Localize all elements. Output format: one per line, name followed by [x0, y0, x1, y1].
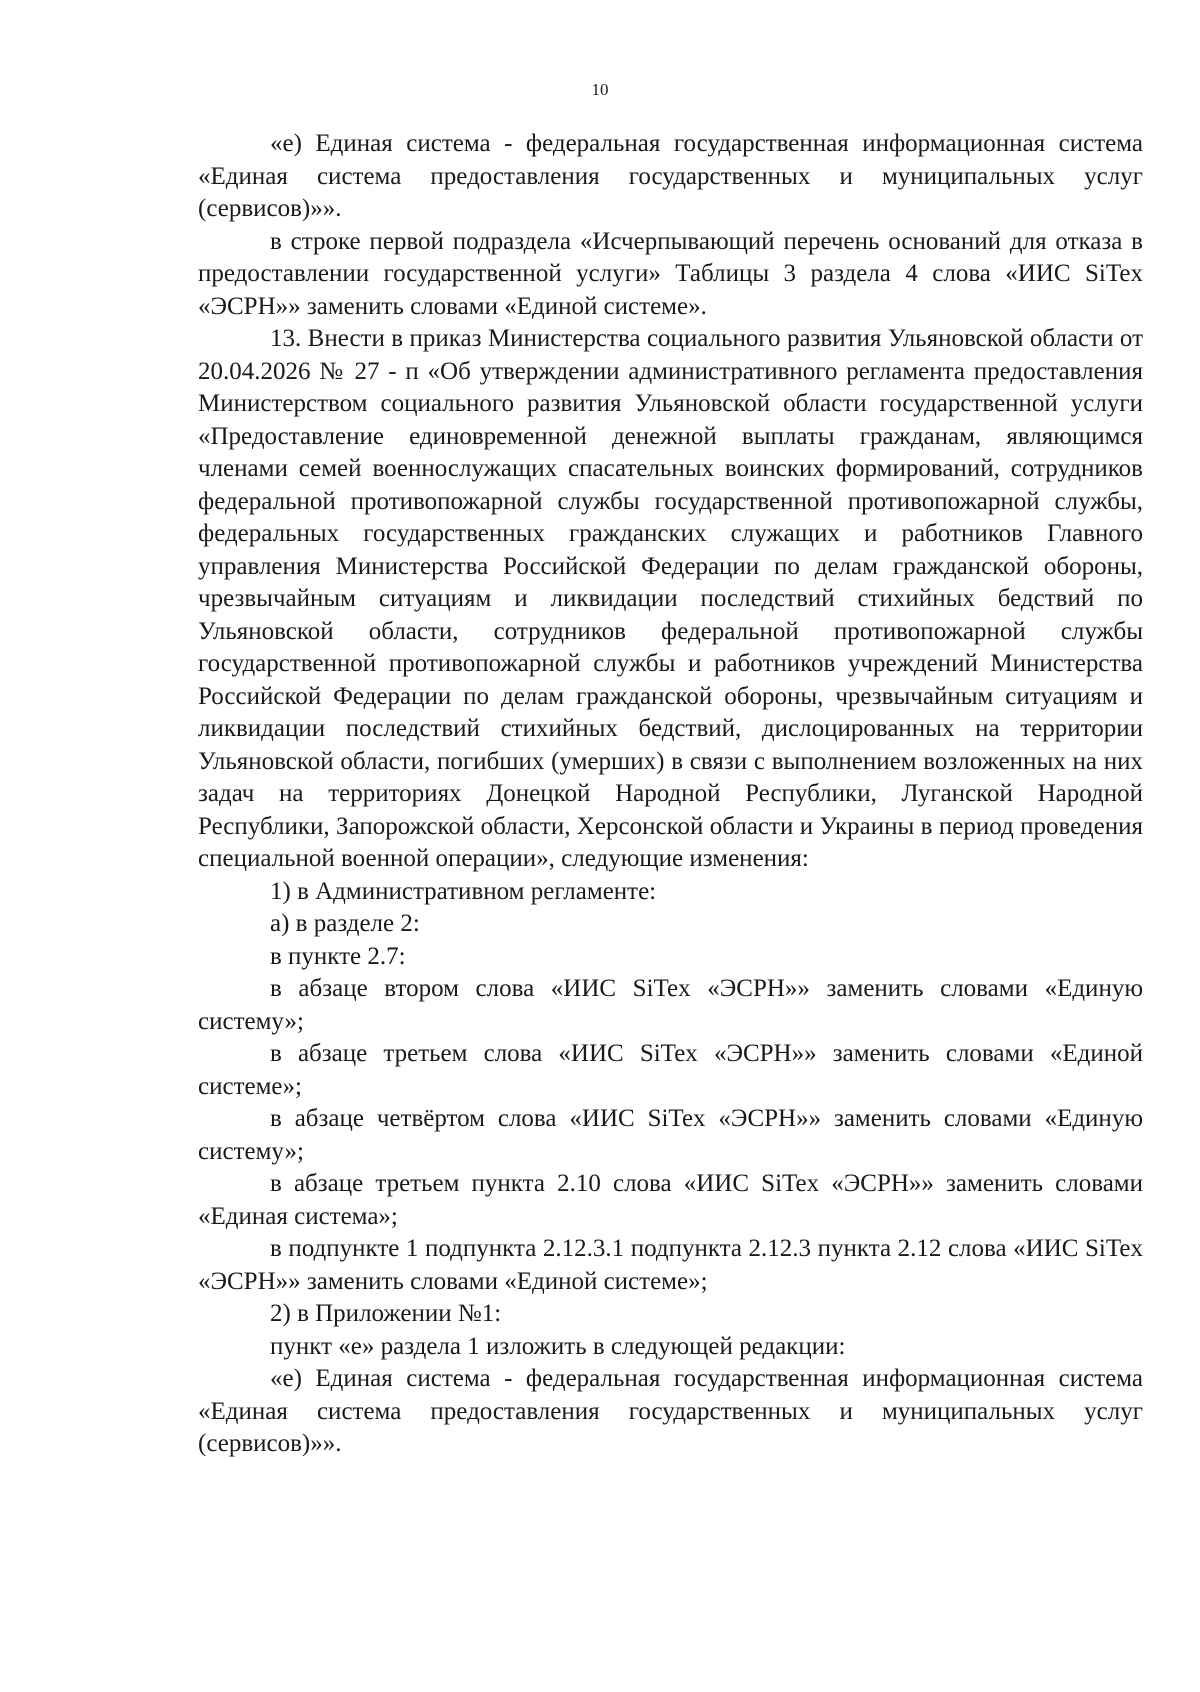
paragraph: 13. Внести в приказ Министерства социального развития Ульяновской области от 20.04.2026 № 27 - п «Об утверждении административного регламента предоставления Министерством социального развития Ульяновской области государственной услуги «Предоставление единовременной денежной выплаты гражданам, являющимся членами семей военнослужащих спасательных воинских формирований, сотрудников федеральной противопожарной службы государственной противопожарной службы, федеральных государственных гражданских служащих и работников Главного управления Министерства Российской Федерации по делам гражданской обороны, чрезвычайным ситуациям и ликвидации последствий стихийных бедствий по Ульяновской области, сотрудников федеральной противопожарной службы государственной противопожарной службы и работников учреждений Министерства Российской Федерации по делам гражданской обороны, чрезвычайным ситуациям и ликвидации последствий стихийных бедствий, дислоцированных на территории Ульяновской области, погибших (умерших) в связи с выполнением возложенных на них задач на территориях Донецкой Народной Республики, Луганской Народной Республики, Запорожской области, Херсонской области и Украины в период проведения специальной военной операции», следующие изменения:	[198, 325, 1143, 872]
paragraph: «е) Единая система - федеральная государственная информационная система «Единая система предоставления государственных и муниципальных услуг (сервисов)»».	[198, 130, 1143, 222]
paragraph: а) в разделе 2:	[270, 910, 420, 937]
paragraph: пункт «е» раздела 1 изложить в следующей редакции:	[270, 1332, 846, 1360]
paragraph: в строке первой подраздела «Исчерпывающий перечень оснований для отказа в предоставлении государственной услуги» Таблицы 3 раздела 4 слова «ИИС SiTex «ЭСРН»» заменить словами «Единой системе».	[198, 227, 1143, 320]
page-number: 10	[591, 80, 609, 99]
paragraph: в абзаце четвёртом слова «ИИС SiTex «ЭСРН»» заменить словами «Единую систему»;	[198, 1105, 1143, 1165]
paragraph: в пункте 2.7:	[270, 942, 406, 970]
paragraph: 2) в Приложении №1:	[270, 1300, 502, 1327]
paragraph: в абзаце третьем слова «ИИС SiTex «ЭСРН»» заменить словами «Единой системе»;	[198, 1040, 1143, 1100]
paragraph: «е) Единая система - федеральная государственная информационная система «Единая система предоставления государственных и муниципальных услуг (сервисов)»».	[198, 1365, 1143, 1457]
document-body	[198, 128, 1143, 1461]
paragraph: 1) в Административном регламенте:	[270, 877, 657, 905]
paragraph: в абзаце втором слова «ИИС SiTex «ЭСРН»» заменить словами «Единую систему»;	[198, 975, 1143, 1035]
paragraph: в абзаце третьем пункта 2.10 слова «ИИС SiTex «ЭСРН»» заменить словами «Единая система»;	[198, 1170, 1143, 1230]
paragraph: в подпункте 1 подпункта 2.12.3.1 подпункта 2.12.3 пункта 2.12 слова «ИИС SiTex «ЭСРН»» заменить словами «Единой системе»;	[198, 1235, 1143, 1295]
